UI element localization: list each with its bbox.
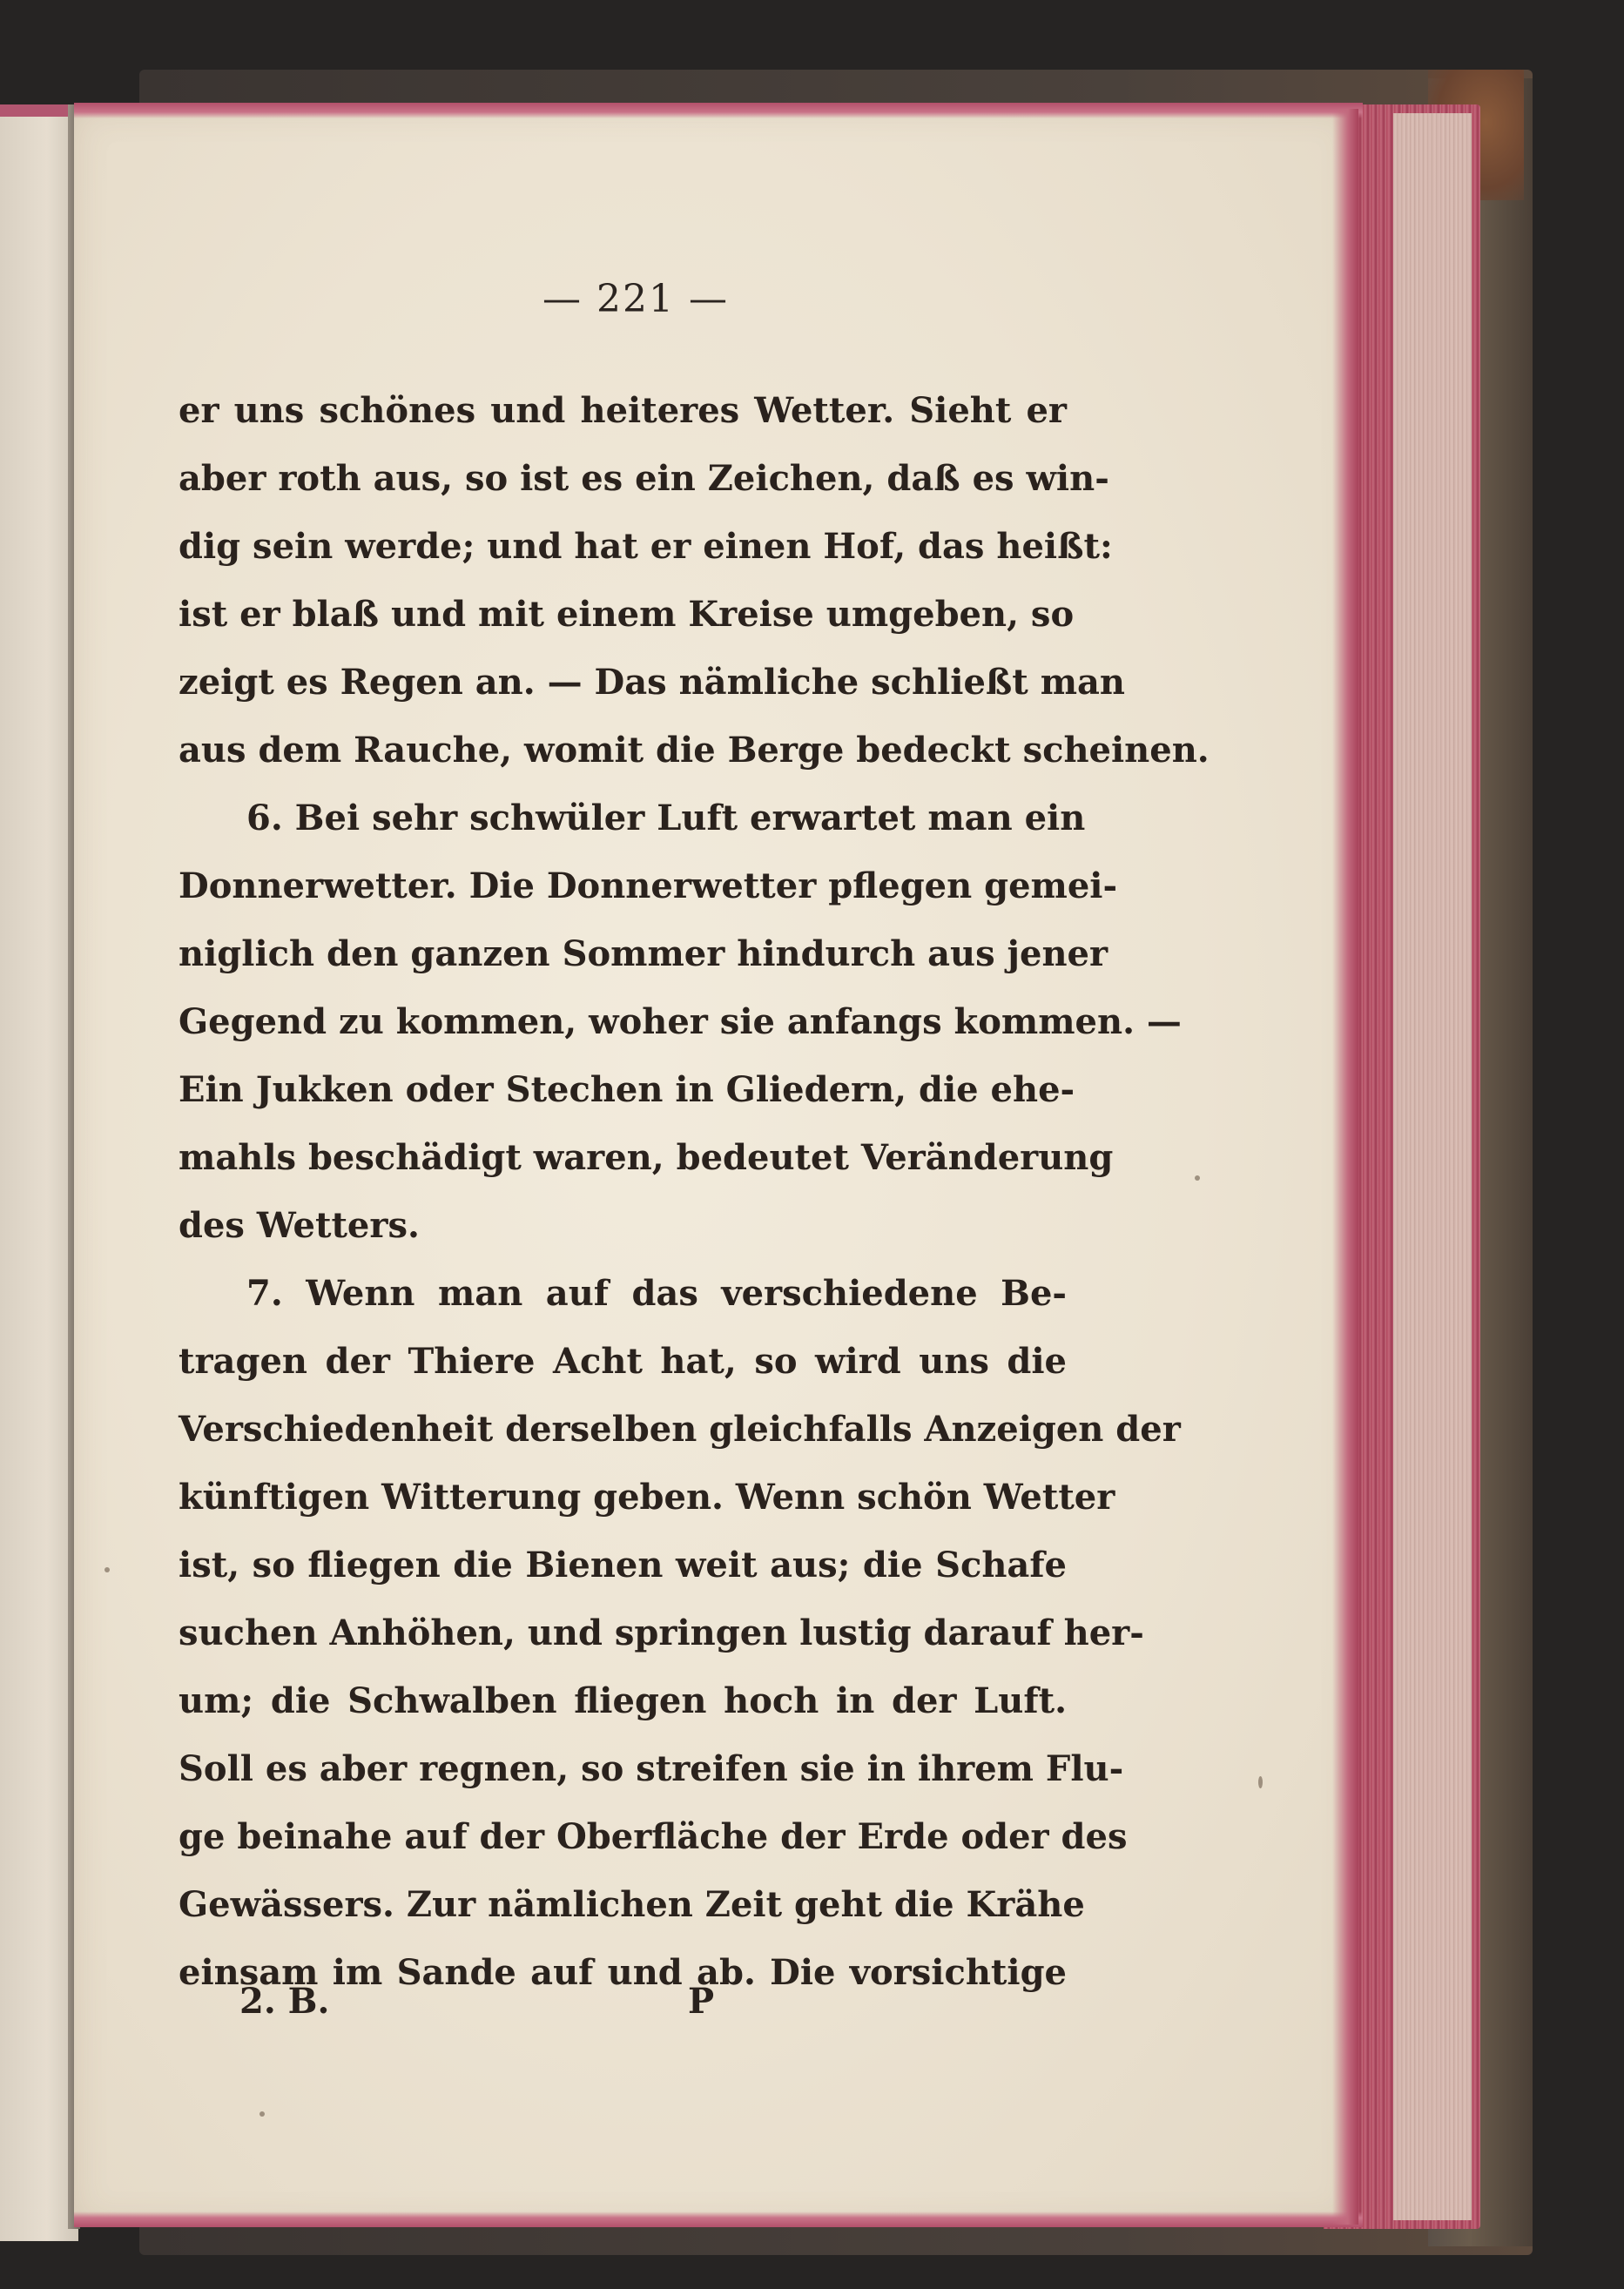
text-line: Ein Jukken oder Stechen in Gliedern, die ehe- [179, 1069, 1075, 1110]
text-line: 6. Bei sehr schwüler Luft erwartet man ein [246, 798, 1086, 838]
text-line: zeigt es Regen an. — Das nämliche schließt man [179, 662, 1126, 703]
catchword: P [688, 1981, 715, 2022]
paper-speck [1258, 1776, 1263, 1788]
text-line: Gegend zu kommen, woher sie anfangs kommen. — [179, 1001, 1182, 1042]
page-footer [179, 1981, 1067, 2042]
text-line: mahls beschädigt waren, bedeutet Veränderung [179, 1137, 1114, 1178]
text-line: tragen der Thiere Acht hat, so wird uns die [179, 1341, 1067, 1382]
text-line: niglich den ganzen Sommer hindurch aus jener [179, 933, 1108, 974]
paper-speck [259, 2111, 265, 2117]
text-line: ist er blaß und mit einem Kreise umgeben, so [179, 594, 1075, 635]
text-line: um; die Schwalben fliegen hoch in der Luft. [179, 1680, 1067, 1721]
paper-speck [1195, 1175, 1200, 1181]
page-number: — 221 — [542, 277, 729, 321]
text-line: Soll es aber regnen, so streifen sie in ihrem Flu- [179, 1748, 1124, 1789]
left-page-sliver [0, 104, 78, 2241]
page-right-red-edge [1332, 109, 1358, 2225]
page-top-red-edge [74, 103, 1363, 118]
page-block-inner-edges [1393, 113, 1472, 2220]
text-line: aber roth aus, so ist es ein Zeichen, daß es win- [179, 458, 1109, 499]
text-line: Verschiedenheit derselben gleichfalls Anzeigen der [179, 1409, 1181, 1450]
text-line: suchen Anhöhen, und springen lustig darauf her- [179, 1612, 1144, 1653]
paper-speck [104, 1567, 110, 1572]
text-line: dig sein werde; und hat er einen Hof, das heißt: [179, 526, 1113, 567]
signature-mark: 2. B. [239, 1981, 330, 2022]
page-bottom-red-edge [74, 2212, 1363, 2227]
text-line: Gewässers. Zur nämlichen Zeit geht die Krähe [179, 1884, 1085, 1925]
text-line: ge beinahe auf der Oberfläche der Erde oder des [179, 1816, 1128, 1857]
body-text [179, 377, 1210, 2007]
text-line: künftigen Witterung geben. Wenn schön Wetter [179, 1477, 1115, 1518]
text-line: er uns schönes und heiteres Wetter. Sieht er [179, 390, 1067, 431]
text-line: 7. Wenn man auf das verschiedene Be- [246, 1273, 1067, 1314]
text-line: ist, so fliegen die Bienen weit aus; die Schafe [179, 1545, 1067, 1585]
text-line: Donnerwetter. Die Donnerwetter pflegen gemei- [179, 865, 1118, 906]
text-line: des Wetters. [179, 1205, 420, 1246]
text-line: einsam im Sande auf und ab. Die vorsichtige [179, 1952, 1067, 1993]
text-line: aus dem Rauche, womit die Berge bedeckt scheinen. [179, 730, 1210, 771]
